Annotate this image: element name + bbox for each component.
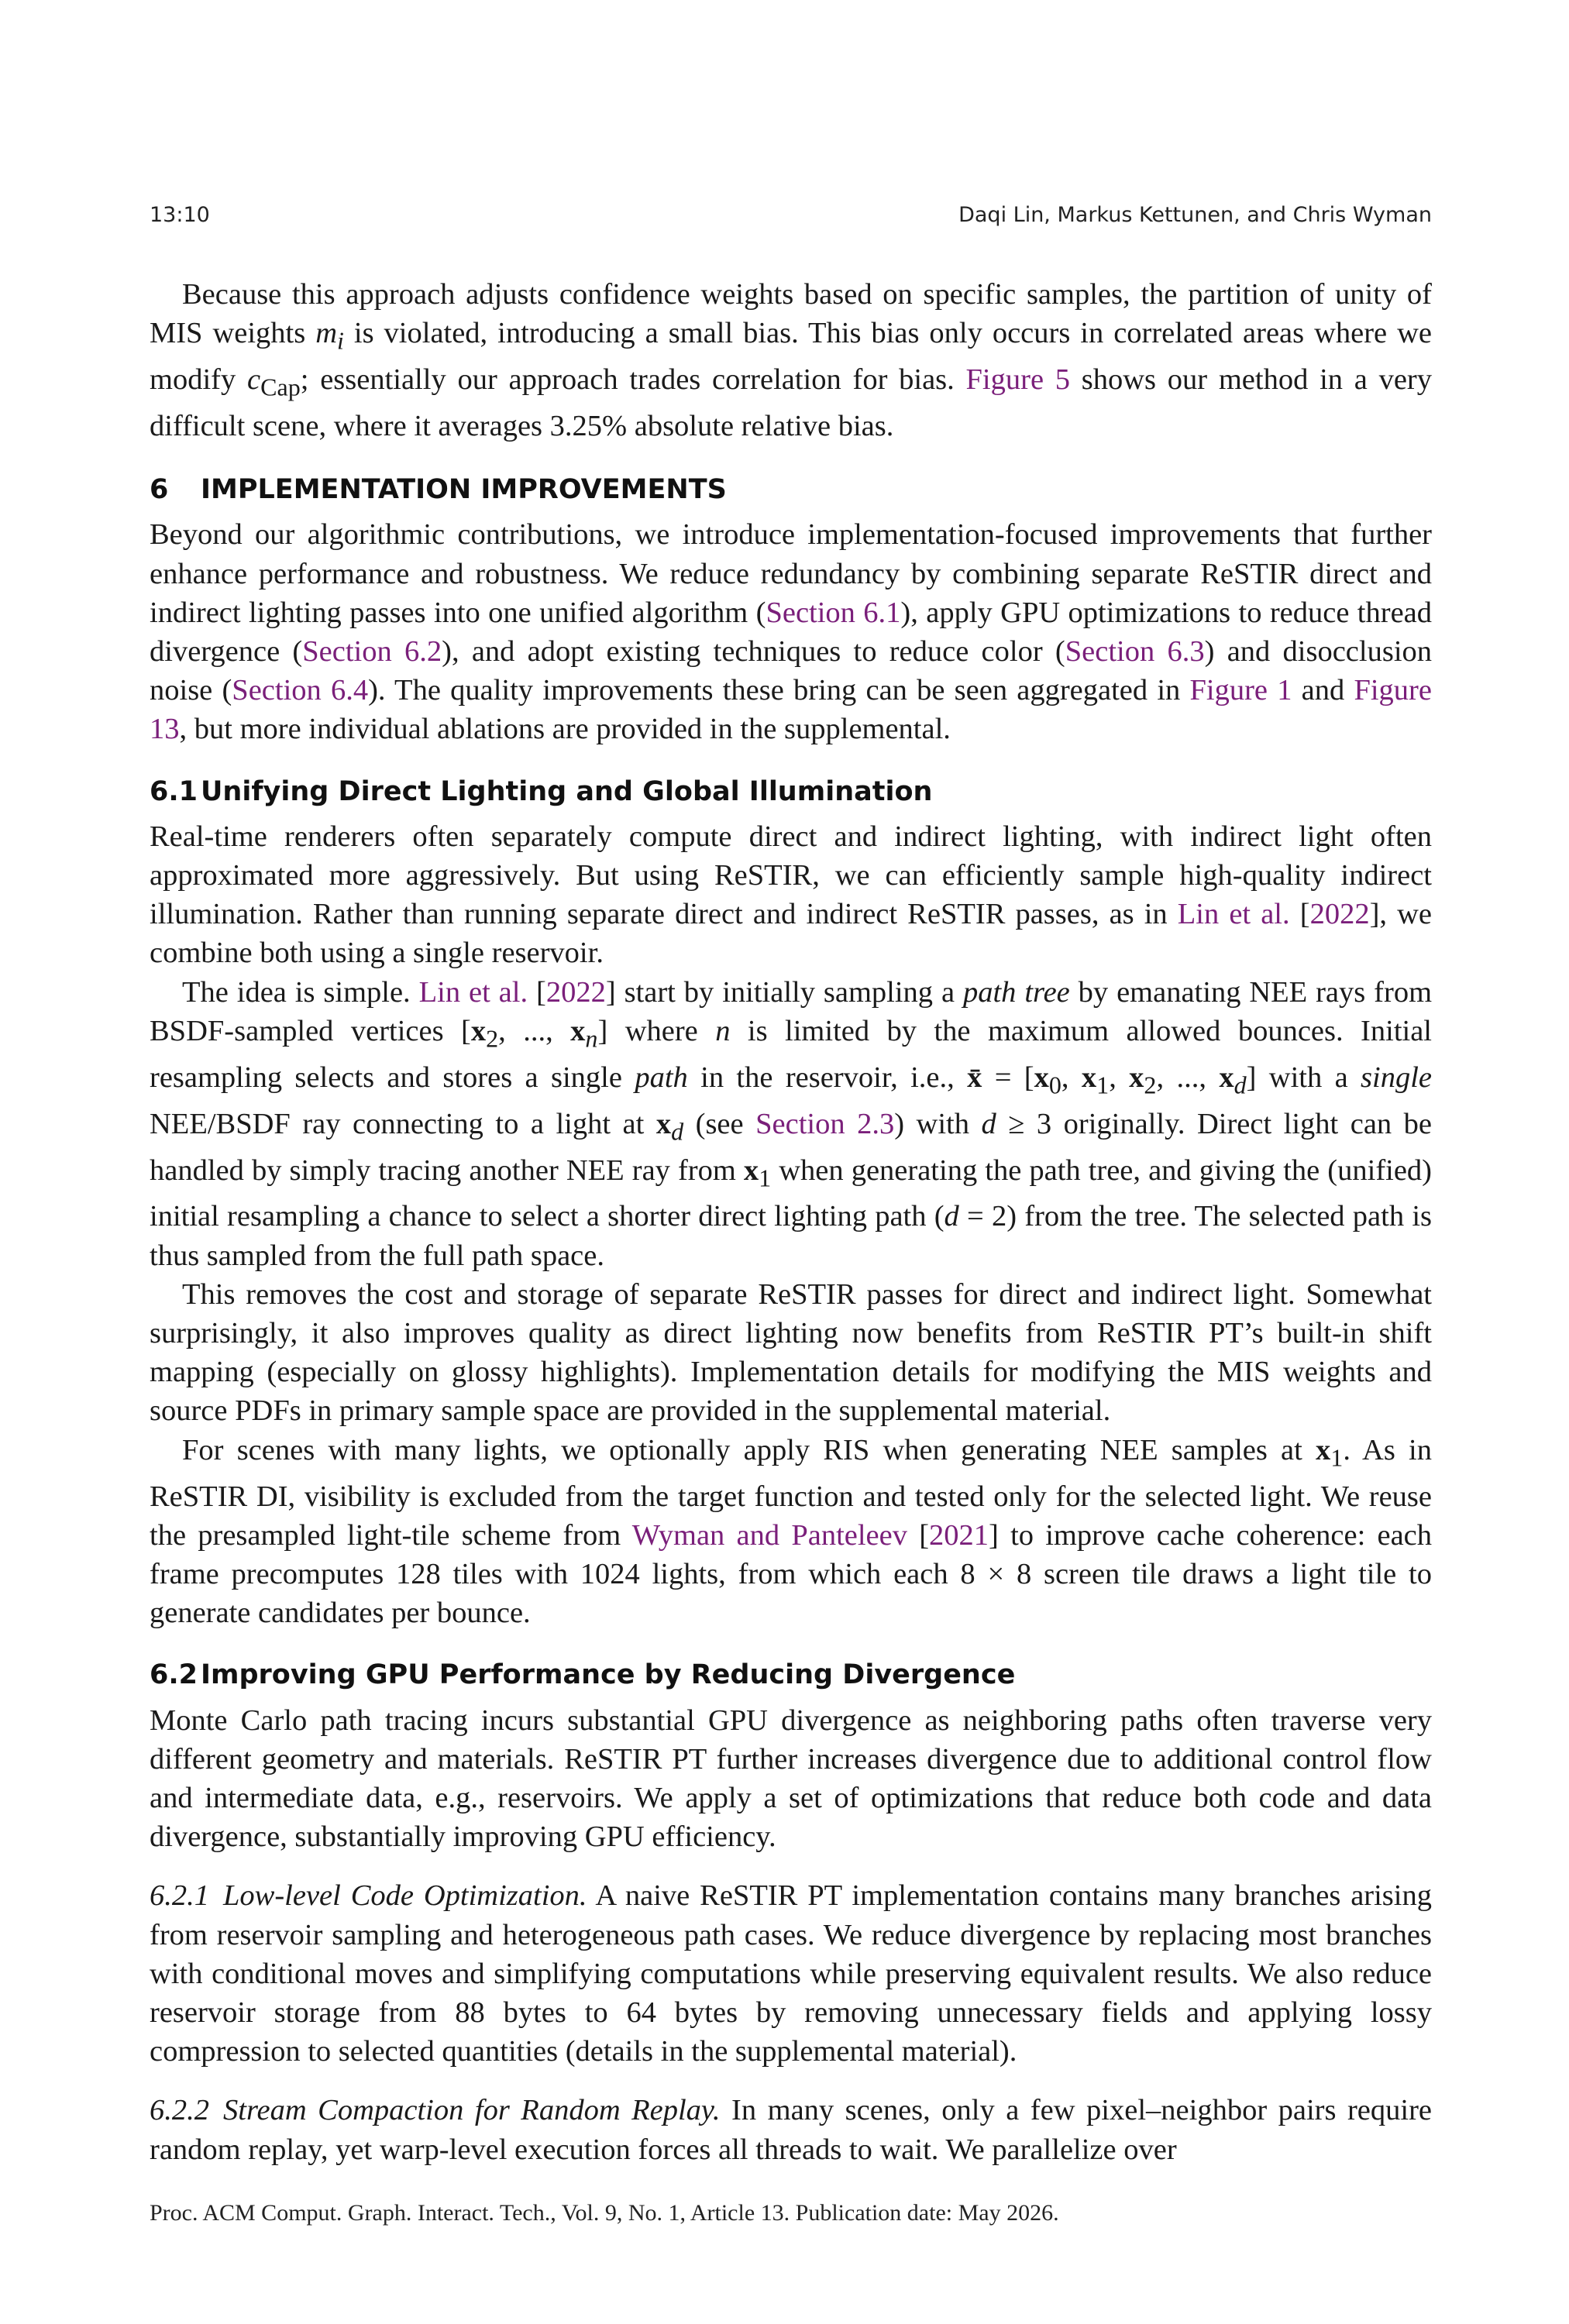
section-6-2-paragraph: Monte Carlo path tracing incurs substantial GPU divergence as neighboring paths often traverse very different geometry and materials. ReSTIR PT further increases divergence due to additional control flow and intermediate data, e.g., reservoirs. We apply a set of optimizations that reduce both code and data divergence, substantially improving GPU efficiency.: [150, 1703, 1432, 1854]
subsection-number: 6.2.2: [150, 2094, 209, 2127]
subsection-number: 6.2.1: [150, 1879, 209, 1913]
section-6-paragraph: Beyond our algorithmic contributions, we introduce implementation-focused improvements that further enhance performance and robustness. We reduce redundancy by combining separate ReSTIR direct and indirect lighting passes into one unified algorithm (Section 6.1), apply GPU optimizations to reduce thread divergence (Section 6.2), and adopt existing techniques to reduce color (Section 6.3) and disocclusion noise (Section 6.4). The quality improvements these bring can be seen aggregated in Figure 1 and Figure 13, but more individual ablations are provided in the supplemental.: [150, 518, 1433, 746]
section-6-1-paragraph-4: For scenes with many lights, we optionally apply RIS when generating NEE samples at $x_1$. As in ReSTIR DI, visibility is excluded from the target function and tested only for the selected light. We reuse the presampled light-tile scheme from Wyman and Panteleev [2021] to improve cache coherence: each frame precomputes 128 tiles with 1024 lights, from which each 8 × 8 screen tile draws a light tile to generate candidates per bounce.: [150, 1433, 1432, 1630]
subsection-title: Low-level Code Optimization.: [223, 1879, 587, 1913]
lin-citation-link[interactable]: Lin et al.: [1177, 898, 1290, 931]
section-6-4-link[interactable]: Section 6.4: [232, 674, 369, 707]
figure-13-link[interactable]: Figure 13: [150, 674, 1432, 746]
section-6-2-2-paragraph: 6.2.2 Stream Compaction for Random Replay. In many scenes, only a few pixel–neighbor pairs require random replay, yet warp-level execution forces all threads to wait. We parallelize over: [150, 2091, 1432, 2168]
lin-citation-link[interactable]: Lin et al.: [418, 975, 528, 1009]
running-authors: Daqi Lin, Markus Kettunen, and Chris Wyman: [958, 203, 1432, 227]
section-6-2-link[interactable]: Section 6.2: [302, 635, 442, 668]
wyman-citation-link[interactable]: Wyman and Panteleev: [631, 1518, 907, 1552]
subsection-title: Stream Compaction for Random Replay.: [223, 2094, 721, 2127]
body-text: [150, 275, 1432, 2169]
lin-year-link[interactable]: 2022: [545, 975, 606, 1009]
lin-year-link[interactable]: 2022: [1309, 898, 1370, 931]
section-6-1-heading: 6.1 Unifying Direct Lighting and Global Illumination: [150, 775, 933, 807]
section-6-2-1-paragraph: 6.2.1 Low-level Code Optimization. A naive ReSTIR PT implementation contains many branches arising from reservoir sampling and heterogeneous path cases. We reduce divergence by replacing most branches with conditional moves and simplifying computations while preserving equivalent results. We also reduce reservoir storage from 88 bytes to 64 bytes by removing unnecessary fields and applying lossy compression to selected quantities (details in the supplemental material).: [150, 1876, 1432, 2071]
section-2-3-link[interactable]: Section 2.3: [755, 1107, 895, 1140]
journal-footer: Proc. ACM Comput. Graph. Interact. Tech., Vol. 9, No. 1, Article 13. Publication date: May 2026.: [150, 2200, 1059, 2226]
section-6-1-paragraph-1: Real-time renderers often separately compute direct and indirect lighting, with indirect light often approximated more aggressively. But using ReSTIR, we can efficiently sample high-quality indirect illumination. Rather than running separate direct and indirect ReSTIR passes, as in Lin et al. [2022], we combine both using a single reservoir.: [150, 820, 1432, 970]
section-6-2-heading: 6.2 Improving GPU Performance by Reducing Divergence: [150, 1659, 1016, 1691]
section-6-1-paragraph-3: This removes the cost and storage of separate ReSTIR passes for direct and indirect light. Somewhat surprisingly, it also improves quality as direct lighting now benefits from ReSTIR PT’s built-in shift mapping (especially on glossy highlights). Implementation details for modifying the MIS weights and source PDFs in primary sample space are provided in the supplemental material.: [150, 1277, 1432, 1428]
section-6-1-link[interactable]: Section 6.1: [766, 596, 901, 629]
intro-paragraph: Because this approach adjusts confidence weights based on specific samples, the partition of unity of MIS weights $m_i$ is violated, introducing a small bias. This bias only occurs in correlated areas where we modify $c_{Cap}$; essentially our approach trades correlation for bias. Figure 5 shows our method in a very difficult scene, where it averages 3.25% absolute relative bias.: [150, 278, 1433, 442]
wyman-year-link[interactable]: 2021: [929, 1518, 989, 1552]
running-head: [150, 203, 1432, 234]
section-6-heading: 6 IMPLEMENTATION IMPROVEMENTS: [150, 474, 727, 506]
figure-5-link[interactable]: Figure 5: [965, 363, 1071, 397]
section-6-1-paragraph-2: The idea is simple. Lin et al. [2022] start by initially sampling a path tree by emanating NEE rays from BSDF-sampled vertices [$x_2$, ..., $x_n$] where n is limited by the maximum allowed bounces. Initial resampling selects and stores a single path in the reservoir, i.e., x̄ = [$x_0$, $x_1$, $x_2$, ..., $x_d$] with a single NEE/BSDF ray connecting to a light at $x_d$ (see Section 2.3) with d ≥ 3 originally. Direct light can be handled by simply tracing another NEE ray from $x_1$ when generating the path tree, and giving the (unified) initial resampling a chance to select a shorter direct lighting path (d = 2) from the tree. The selected path is thus sampled from the full path space.: [150, 975, 1433, 1272]
page-number: 13:10: [150, 203, 210, 227]
section-6-3-link[interactable]: Section 6.3: [1065, 635, 1205, 668]
figure-1-link[interactable]: Figure 1: [1189, 674, 1292, 707]
